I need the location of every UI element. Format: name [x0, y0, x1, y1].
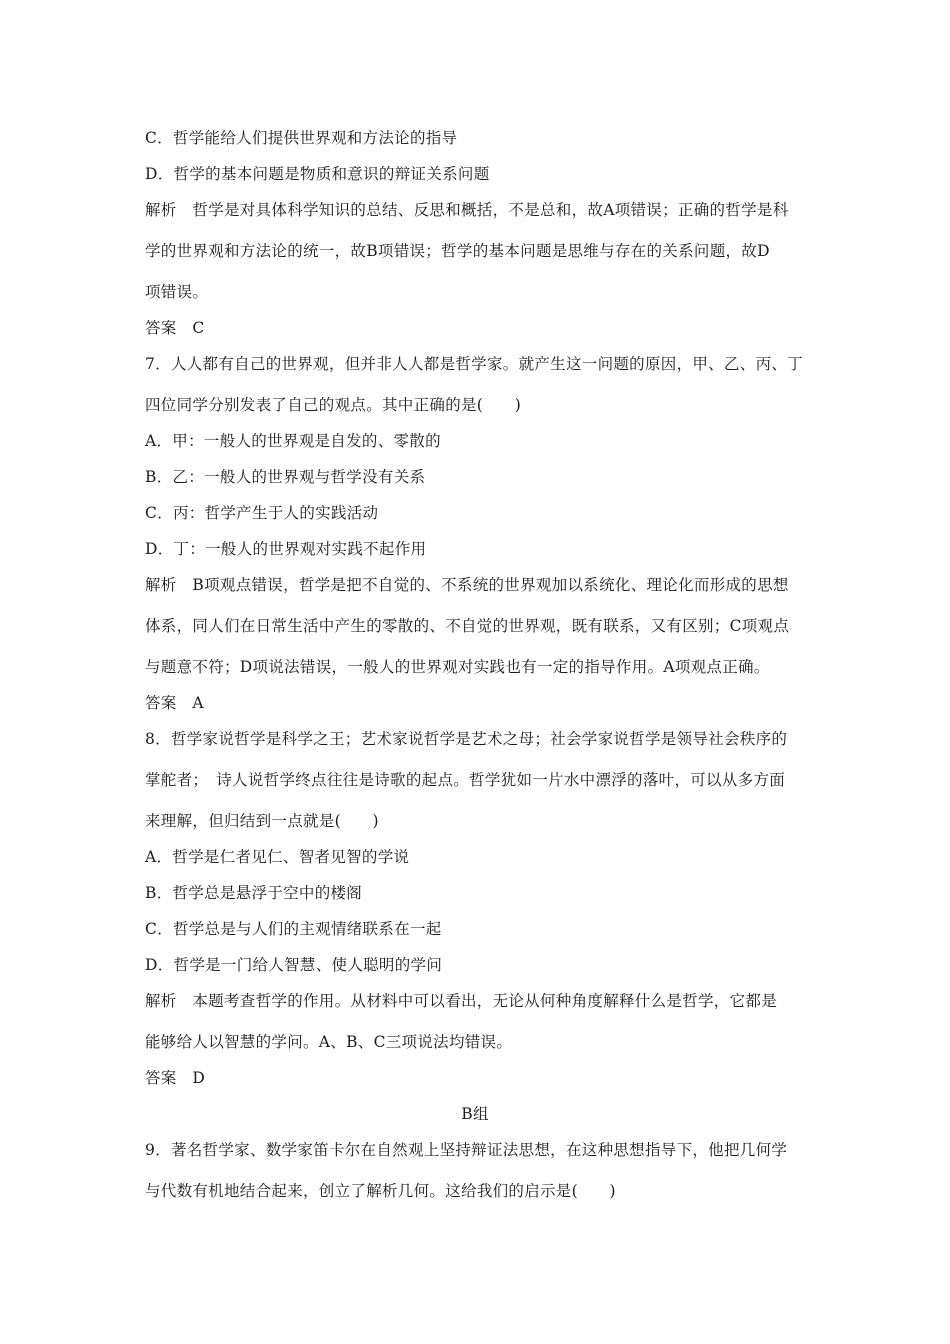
q7-analysis-line: 体系，同人们在日常生活中产生的零散的、不自觉的世界观，既有联系，又有区别；C项观点: [145, 617, 790, 635]
q7-option-a: A．甲：一般人的世界观是自发的、零散的: [145, 432, 441, 450]
q8-option-c: C．哲学总是与人们的主观情绪联系在一起: [145, 920, 442, 938]
q6-analysis-line: 解析 哲学是对具体科学知识的总结、反思和概括，不是总和，故A项错误；正确的哲学是科: [145, 201, 789, 219]
q9-stem-line: 与代数有机地结合起来，创立了解析几何。这给我们的启示是( ): [145, 1182, 616, 1200]
q7-stem-line: 7．人人都有自己的世界观，但并非人人都是哲学家。就产生这一问题的原因，甲、乙、丙、丁: [145, 355, 803, 373]
q6-answer: 答案 C: [145, 319, 205, 337]
q8-analysis-line: 能够给人以智慧的学问。A、B、C三项说法均错误。: [145, 1033, 513, 1051]
q8-option-a: A．哲学是仁者见仁、智者见智的学说: [145, 848, 410, 866]
q9-stem-line: 9．著名哲学家、数学家笛卡尔在自然观上坚持辩证法思想，在这种思想指导下，他把几何学: [145, 1141, 788, 1159]
q8-option-d: D．哲学是一门给人智慧、使人聪明的学问: [145, 956, 443, 974]
q6-option-c: C．哲学能给人们提供世界观和方法论的指导: [145, 129, 458, 147]
q8-answer: 答案 D: [145, 1069, 206, 1087]
q8-stem-line: 掌舵者； 诗人说哲学终点往往是诗歌的起点。哲学犹如一片水中漂浮的落叶，可以从多方面: [145, 771, 786, 789]
q7-analysis-line: 与题意不符；D项说法错误，一般人的世界观对实践也有一定的指导作用。A项观点正确。: [145, 658, 770, 676]
q8-analysis-line: 解析 本题考查哲学的作用。从材料中可以看出，无论从何种角度解释什么是哲学，它都是: [145, 992, 778, 1010]
q8-stem-line: 来理解，但归结到一点就是( ): [145, 812, 379, 830]
q7-stem-line: 四位同学分别发表了自己的观点。其中正确的是( ): [145, 396, 522, 414]
q8-option-b: B．哲学总是悬浮于空中的楼阁: [145, 884, 363, 902]
q7-option-c: C．丙：哲学产生于人的实践活动: [145, 504, 379, 522]
q7-analysis-line: 解析 B项观点错误，哲学是把不自觉的、不系统的世界观加以系统化、理论化而形成的思想: [145, 576, 789, 594]
section-heading: B组: [461, 1105, 489, 1123]
q7-option-d: D．丁：一般人的世界观对实践不起作用: [145, 540, 427, 558]
q7-option-b: B．乙：一般人的世界观与哲学没有关系: [145, 468, 426, 486]
q6-analysis-line: 项错误。: [145, 283, 209, 301]
q6-analysis-line: 学的世界观和方法论的统一，故B项错误；哲学的基本问题是思维与存在的关系问题，故D: [145, 242, 770, 260]
q8-stem-line: 8．哲学家说哲学是科学之王；艺术家说哲学是艺术之母；社会学家说哲学是领导社会秩序的: [145, 730, 788, 748]
q7-answer: 答案 A: [145, 694, 204, 712]
q6-option-d: D．哲学的基本问题是物质和意识的辩证关系问题: [145, 165, 490, 183]
